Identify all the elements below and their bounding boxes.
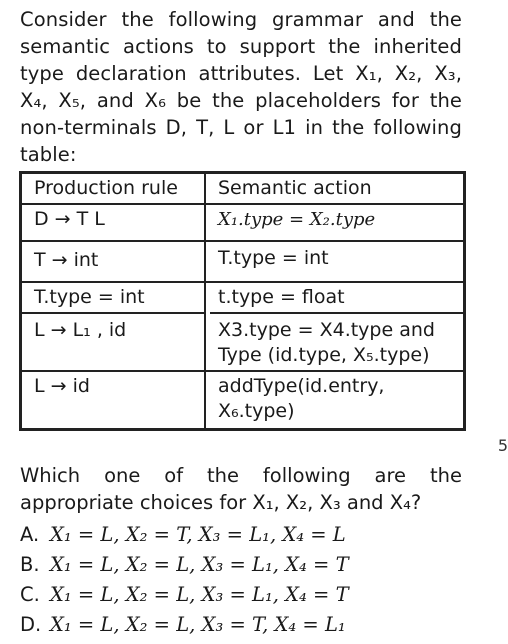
option-letter: D. <box>20 613 42 636</box>
table-row <box>21 282 464 371</box>
action-cell: addType(id.entry, X₆.type) <box>205 371 464 429</box>
option-text: X₁ = L, X₂ = L, X₃ = L₁, X₄ = T <box>50 583 349 606</box>
header-semantic-action: Semantic action <box>205 173 464 204</box>
action-cell <box>205 282 464 371</box>
intro-paragraph: Consider the following grammar and the semantic actions to support the inherited type declaration attributes. Let X₁, X₂, X₃, X₄, X₅, and X₆ be the placeholders for the non-terminals D, T, L or L1 in the following table: <box>20 8 462 166</box>
option-b[interactable] <box>20 550 480 580</box>
table-row <box>21 371 464 429</box>
option-a[interactable] <box>20 520 480 550</box>
rule-cell: D → T L <box>21 204 205 241</box>
header-production-rule: Production rule <box>21 173 205 204</box>
rule-line: T.type = int <box>34 286 145 308</box>
rule-cell: T → int <box>21 241 205 282</box>
grammar-table <box>20 172 465 430</box>
option-letter: B. <box>20 553 40 576</box>
action-line: t.type = float <box>218 286 345 308</box>
question-text: Which one of the following are the appropriate choices for X₁, X₂, X₃ and X₄? <box>20 464 462 514</box>
option-letter: C. <box>20 583 40 606</box>
rule-cell: L → id <box>21 371 205 429</box>
rule-line: L → L₁ , id <box>22 312 204 343</box>
options-list <box>20 520 480 640</box>
margin-glyph: 5 <box>497 436 508 455</box>
action-cell: X₁.type = X₂.type <box>205 204 464 241</box>
table-header-row <box>21 173 464 204</box>
table-row <box>21 204 464 241</box>
option-c[interactable] <box>20 580 480 610</box>
action-line: X3.type = X4.type and Type (id.type, X₅.type) <box>210 312 463 368</box>
option-text: X₁ = L, X₂ = L, X₃ = L₁, X₄ = T <box>50 553 349 576</box>
action-cell: T.type = int <box>205 241 464 282</box>
rule-cell <box>21 282 205 371</box>
option-d[interactable] <box>20 610 480 640</box>
question-page <box>20 6 462 430</box>
option-text: X₁ = L, X₂ = T, X₃ = L₁, X₄ = L <box>50 523 346 546</box>
option-text: X₁ = L, X₂ = L, X₃ = T, X₄ = L₁ <box>50 613 346 636</box>
table-row <box>21 241 464 282</box>
option-letter: A. <box>20 523 40 546</box>
